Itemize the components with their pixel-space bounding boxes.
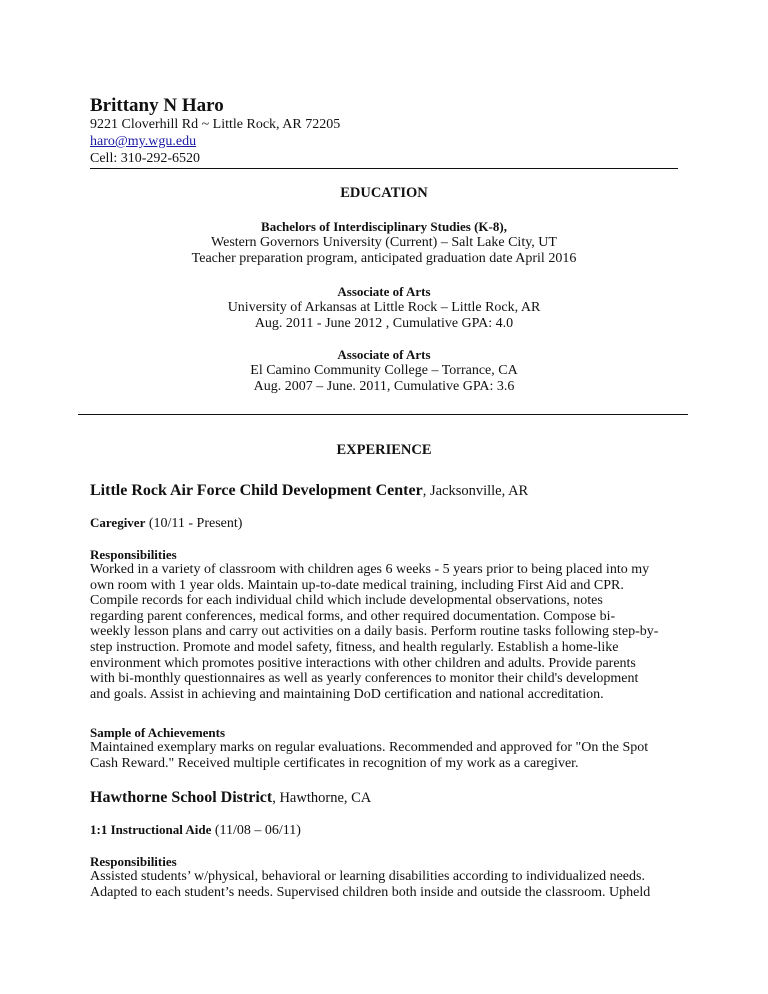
edu-2-degree: Associate of Arts — [337, 284, 431, 299]
paragraph-line: and goals. Assist in achieving and maintaining DoD certification and national accreditation. — [90, 686, 604, 702]
paragraph-line: Cash Reward." Received multiple certificates in recognition of my work as a caregiver. — [90, 755, 579, 771]
paragraph-line: Compile records for each individual child which include developmental observations, notes — [90, 593, 603, 609]
paragraph-line: with bi-monthly questionnaires as well as yearly conferences to monitor their child's development — [90, 671, 639, 687]
paragraph-line: step instruction. Promote and model safety, fitness, and health regularly. Establish a home-like — [90, 639, 619, 655]
edu-1-degree: Bachelors of Interdisciplinary Studies (K-8), — [261, 219, 507, 234]
job-2-employer: Hawthorne School District — [90, 789, 273, 806]
job-2-employer-line — [90, 789, 371, 807]
paragraph-line: Assisted students’ w/physical, behavioral or learning disabilities according to individualized needs. — [90, 869, 645, 884]
edu-1-detail: Teacher preparation program, anticipated graduation date April 2016 — [191, 251, 577, 266]
job-1-achievements — [90, 740, 690, 771]
edu-3-school: El Camino Community College – Torrance, CA — [250, 363, 518, 378]
job-2-role: 1:1 Instructional Aide — [90, 822, 212, 837]
job-1-role: Caregiver — [90, 515, 146, 530]
job-1-dates: (10/11 - Present) — [145, 516, 243, 531]
job-2-role-line — [90, 822, 301, 839]
job-1-location: , Jacksonville, AR — [422, 483, 529, 499]
job-1-employer-line — [90, 482, 528, 500]
candidate-name: Brittany N Haro — [90, 95, 224, 116]
education-heading: EDUCATION — [340, 185, 428, 201]
edu-2-detail: Aug. 2011 - June 2012 , Cumulative GPA: 4.0 — [254, 316, 514, 331]
paragraph-line: Maintained exemplary marks on regular evaluations. Recommended and approved for "On the Spot — [90, 740, 649, 755]
paragraph-line: own room with 1 year olds. Maintain up-to-date medical training, including First Aid and CPR. — [90, 577, 624, 593]
paragraph-line: regarding parent conferences, medical forms, and other required documentation. Compose bi- — [90, 608, 616, 624]
email-link[interactable] — [90, 134, 196, 150]
edu-3-degree: Associate of Arts — [337, 347, 431, 362]
job-1-responsibilities-label: Responsibilities — [90, 547, 177, 562]
paragraph-line: Worked in a variety of classroom with children ages 6 weeks - 5 years prior to being placed into my — [90, 562, 650, 577]
job-2-location: , Hawthorne, CA — [272, 790, 372, 806]
paragraph-line: Adapted to each student’s needs. Supervised children both inside and outside the classroom. Upheld — [90, 884, 651, 900]
address-line: 9221 Cloverhill Rd ~ Little Rock, AR 72205 — [90, 117, 341, 132]
email-text[interactable]: haro@my.wgu.edu — [90, 134, 197, 149]
education-divider — [78, 414, 688, 415]
header-divider — [90, 168, 678, 169]
job-2-dates: (11/08 – 06/11) — [211, 823, 301, 838]
job-1-employer: Little Rock Air Force Child Development Center — [90, 482, 423, 499]
job-1-responsibilities — [90, 562, 690, 702]
job-1-achievements-label: Sample of Achievements — [90, 725, 226, 740]
edu-1-school: Western Governors University (Current) – Salt Lake City, UT — [211, 235, 557, 250]
paragraph-line: weekly lesson plans and carry out activities on a daily basis. Perform routine tasks following step-by- — [90, 624, 659, 640]
job-2-responsibilities-label: Responsibilities — [90, 854, 177, 869]
edu-3-detail: Aug. 2007 – June. 2011, Cumulative GPA: 3.6 — [253, 379, 515, 394]
edu-2-school: University of Arkansas at Little Rock – Little Rock, AR — [227, 300, 541, 315]
phone-line: Cell: 310-292-6520 — [90, 151, 201, 166]
job-2-responsibilities — [90, 869, 690, 900]
experience-heading: EXPERIENCE — [336, 442, 432, 458]
paragraph-line: environment which promotes positive interactions with other children and adults. Provide parents — [90, 655, 636, 671]
job-1-role-line — [90, 515, 242, 532]
